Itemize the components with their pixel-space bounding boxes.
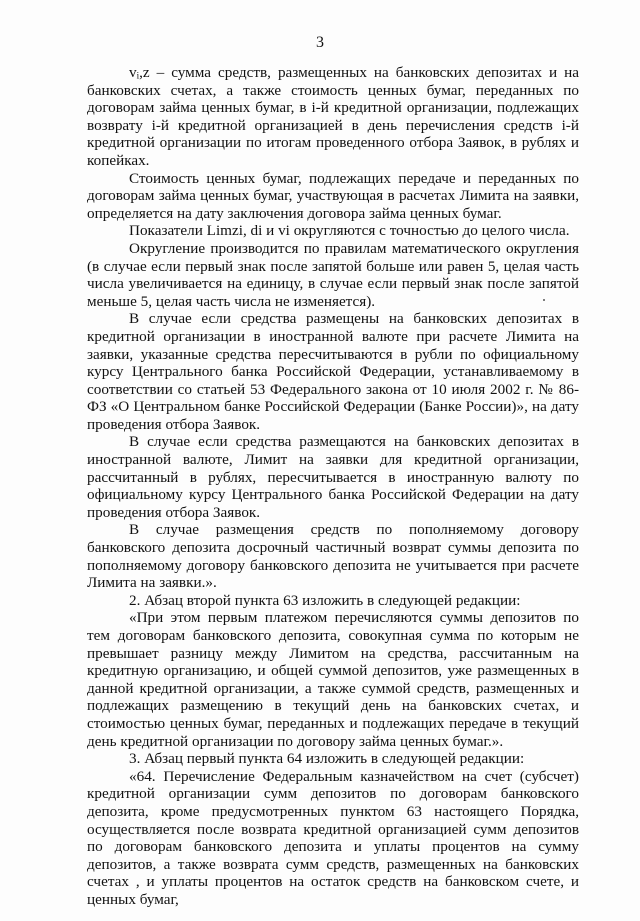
paragraph-securities-value: Стоимость ценных бумаг, подлежащих передаче и переданных по договорам займа ценных бумаг, участвующая в расчетах Лимита на заявки, определяется на дату заключения договора займа ценных бумаг. (87, 169, 579, 222)
paragraph-item-64-text: «64. Перечисление Федеральным казначейством на счет (субсчет) кредитной организации сумм депозитов по договорам банковского депозита, кроме предусмотренных пунктом 63 настоящего Порядка, осуществляется после возврата кредитной организацией сумм депозитов по договорам банковского депозита и уплаты процентов на сумму депозитов, а также возврата сумм средств, размещенных на банковских счетах , и уплаты процентов на остаток средств на банковском счете, и ценных бумаг, (87, 767, 579, 908)
paragraph-rounding-indicators: Показатели Limzi, di и vi округляются с точностью до целого числа. (129, 222, 570, 240)
paragraph-item-63-text: «При этом первым платежом перечисляются суммы депозитов по тем договорам банковского депозита, совокупная сумма по которым не превышает разницу между Лимитом на средства, рассчитанным на кредитную организацию, и общей суммой депозитов, уже размещенных в данной кредитной организации, а также суммой средств, размещенных и подлежащих размещению в текущий день на банковских счетах, и стоимостью ценных бумаг, переданных и подлежащих передаче в текущий день кредитной организации по договору займа ценных бумаг.». (87, 609, 579, 750)
paragraph-item-3: 3. Абзац первый пункта 64 изложить в следующей редакции: (129, 750, 525, 768)
paragraph-definition-v: vᵢ,z – сумма средств, размещенных на банковских депозитах и на банковских счетах, а также стоимость ценных бумаг, переданных по договорам займа ценных бумаг, в i-й кредитной организации, подлежащих возврату i-й кредитной организацией в день перечисления средств i-й кредитной организации по итогам проведенного отбора Заявок, в рублях и копейках. (87, 64, 579, 169)
paragraph-item-2: 2. Абзац второй пункта 63 изложить в следующей редакции: (129, 591, 521, 609)
stray-dot-mark (543, 299, 545, 301)
paragraph-replenishable-deposit: В случае размещения средств по пополняемому договору банковского депозита досрочный частичный возврат суммы депозита по пополняемому договору банковского депозита не учитывается при расчете Лимита на заявки.». (87, 521, 579, 592)
page-number: 3 (316, 34, 324, 51)
paragraph-foreign-currency-deposits: В случае если средства размещены на банковских депозитах в кредитной организации в иностранной валюте при расчете Лимита на заявки, указанные средства пересчитываются в рубли по официальному курсу Центрального банка Российской Федерации, устанавливаемому в соответствии со статьей 53 Федерального закона от 10 июля 2002 г. № 86-ФЗ «О Центральном банке Российской Федерации (Банке России)», на дату проведения отбора Заявок. (87, 310, 579, 433)
document-body (87, 64, 579, 909)
paragraph-rounding-rules: Округление производится по правилам математического округления (в случае если первый знак после запятой больше или равен 5, целая часть числа увеличивается на единицу, в случае если первый знак после запятой меньше 5, целая часть числа не изменяется). (87, 239, 579, 310)
paragraph-foreign-currency-limit: В случае если средства размещаются на банковских депозитах в иностранной валюте, Лимит на заявки для кредитной организации, рассчитанный в рублях, пересчитывается в иностранную валюту по официальному курсу Центрального банка Российской Федерации на дату проведения отбора Заявок. (87, 433, 579, 521)
